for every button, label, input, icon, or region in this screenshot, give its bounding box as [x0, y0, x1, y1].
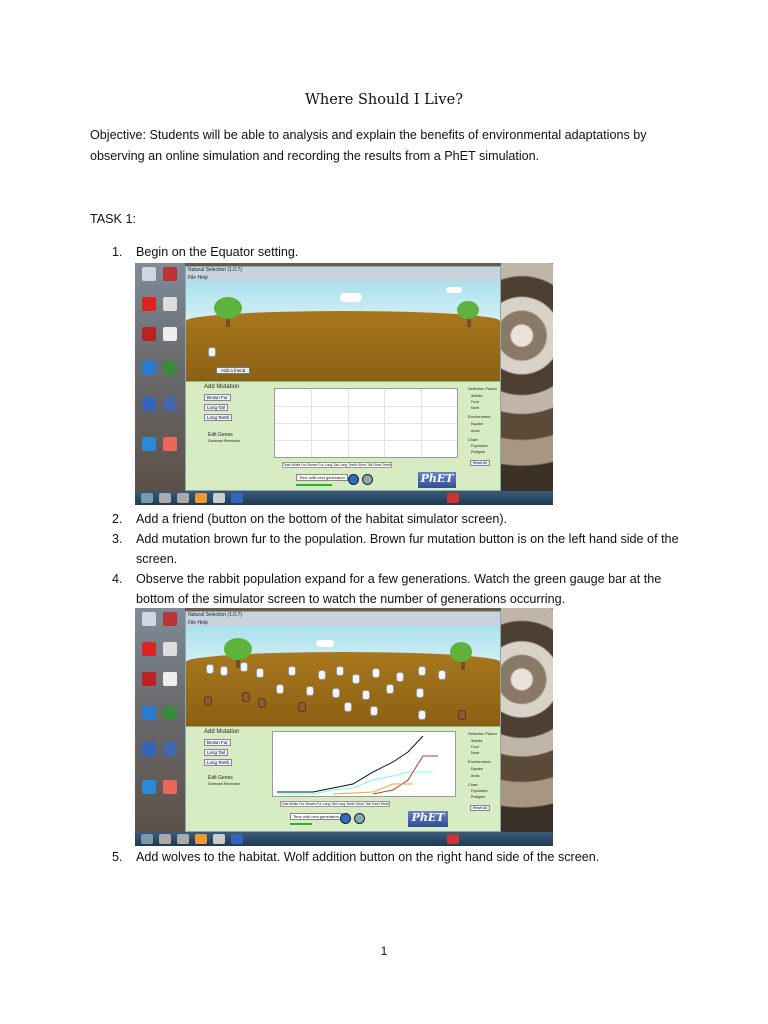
chart-pedigree[interactable]: Pedigree — [471, 795, 486, 799]
taskbar-item[interactable] — [213, 493, 225, 503]
app-icon — [163, 361, 177, 375]
chart-population[interactable]: Population — [471, 789, 488, 793]
browser-icon — [142, 397, 156, 411]
taskbar-item[interactable] — [195, 493, 207, 503]
grid-line — [275, 406, 457, 407]
tray-icon[interactable] — [447, 493, 459, 503]
step-button[interactable] — [362, 474, 373, 485]
long-teeth-button[interactable]: Long Teeth — [204, 414, 232, 421]
taskbar-item[interactable] — [231, 834, 243, 844]
edit-genes-label: Edit Genes — [208, 432, 233, 438]
rabbit — [220, 666, 228, 676]
population-lines — [273, 732, 455, 796]
add-mutation-label: Add Mutation — [204, 729, 240, 735]
environment-label: Environment — [468, 414, 491, 419]
taskbar-item[interactable] — [177, 834, 189, 844]
chart-pedigree[interactable]: Pedigree — [471, 450, 486, 454]
cloud — [316, 640, 334, 647]
tray-icon[interactable] — [447, 834, 459, 844]
recycle-bin-icon — [142, 267, 156, 281]
app-icon — [163, 706, 177, 720]
app-icon — [163, 267, 177, 281]
ground — [186, 652, 500, 726]
generation-gauge — [296, 484, 332, 486]
rabbit — [438, 670, 446, 680]
environment-label: Environment — [468, 759, 491, 764]
taskbar-item[interactable] — [159, 493, 171, 503]
task-heading: TASK 1: — [90, 212, 136, 226]
generation-timer-label: Time until next generation — [296, 474, 348, 481]
long-teeth-button[interactable]: Long Teeth — [204, 759, 232, 766]
simulation-window — [185, 611, 501, 832]
add-mutation-label: Add Mutation — [204, 384, 240, 390]
acrobat-icon — [142, 297, 156, 311]
environment-equator[interactable]: Equator — [471, 422, 484, 426]
firefox-icon — [163, 437, 177, 451]
app-icon — [142, 327, 156, 341]
simulation-screenshot-1 — [135, 263, 553, 505]
step-number: 2. — [112, 512, 123, 526]
step-button[interactable] — [354, 813, 365, 824]
desktop-icons — [135, 263, 185, 505]
word-icon — [163, 397, 177, 411]
app-icon — [142, 706, 156, 720]
step-text: Add a friend (button on the bottom of the habitat simulator screen). — [136, 512, 508, 526]
grid-line — [275, 423, 457, 424]
window-menu[interactable]: File Help — [188, 620, 208, 626]
selection-factor-label: Selection Factor — [468, 386, 497, 391]
rabbit — [276, 684, 284, 694]
control-panel — [186, 726, 500, 831]
generation-timer-label: Time until next generation — [290, 813, 342, 820]
simulation-window — [185, 266, 501, 491]
selection-wolves[interactable]: Wolves — [471, 394, 483, 398]
rabbit — [256, 668, 264, 678]
app-icon — [163, 612, 177, 626]
grid-line — [275, 440, 457, 441]
environment-arctic[interactable]: Arctic — [471, 774, 480, 778]
play-button[interactable] — [348, 474, 359, 485]
acrobat-icon — [142, 642, 156, 656]
app-icon — [163, 297, 177, 311]
step-text: Add wolves to the habitat. Wolf addition button on the right hand side of the screen. — [136, 850, 600, 864]
taskbar-item[interactable] — [195, 834, 207, 844]
brown-rabbit — [258, 698, 266, 708]
desktop-wallpaper — [501, 608, 553, 846]
rabbit — [352, 674, 360, 684]
reset-all-button[interactable]: Reset All — [470, 805, 490, 811]
rabbit — [206, 664, 214, 674]
browser-icon — [142, 742, 156, 756]
rabbit — [362, 690, 370, 700]
word-icon — [163, 742, 177, 756]
rabbit — [318, 670, 326, 680]
chart-population[interactable]: Population — [471, 444, 488, 448]
taskbar-item[interactable] — [177, 493, 189, 503]
reset-all-button[interactable]: Reset All — [470, 460, 490, 466]
selection-none[interactable]: None — [471, 751, 480, 755]
window-title: Natural Selection (1.0.7) — [188, 267, 242, 273]
rabbit — [386, 684, 394, 694]
rabbit — [416, 688, 424, 698]
habitat — [186, 281, 500, 381]
taskbar — [135, 491, 553, 505]
selection-none[interactable]: None — [471, 406, 480, 410]
app-icon — [163, 672, 177, 686]
firefox-icon — [163, 780, 177, 794]
population-chart — [272, 731, 456, 797]
step-text: Add mutation brown fur to the population. Brown fur mutation button is on the left hand side of the screen. — [136, 532, 679, 566]
rabbit — [344, 702, 352, 712]
generation-gauge — [290, 823, 312, 825]
long-tail-button[interactable]: Long Tail — [204, 404, 228, 411]
simulation-screenshot-2 — [135, 608, 553, 846]
chart-legend: Total White Fur Brown Fur Long Tail Long Teeth Short Tail Short Teeth — [281, 802, 390, 806]
chart-label: Chart — [468, 437, 478, 442]
tree — [457, 301, 479, 319]
rabbit — [332, 688, 340, 698]
gene-columns-label: Dominant Recessive — [208, 782, 241, 786]
brown-fur-button[interactable]: Brown Fur — [204, 739, 231, 746]
rabbit — [240, 662, 248, 672]
app-icon — [163, 642, 177, 656]
selection-factor-label: Selection Factor — [468, 731, 497, 736]
environment-equator[interactable]: Equator — [471, 767, 484, 771]
step-text: Observe the rabbit population expand for a few generations. Watch the green gauge bar at the bottom of the simulator screen to watch the number of generations occurring. — [136, 572, 662, 606]
desktop-wallpaper — [501, 263, 553, 505]
add-friend-button[interactable]: Add a friend — [216, 367, 250, 374]
rabbit — [372, 668, 380, 678]
rabbit — [306, 686, 314, 696]
play-button[interactable] — [340, 813, 351, 824]
page-number: 1 — [380, 944, 388, 958]
selection-food[interactable]: Food — [471, 745, 479, 749]
phet-logo: PhET — [408, 811, 448, 827]
app-icon — [163, 327, 177, 341]
rabbit — [288, 666, 296, 676]
tree — [214, 297, 242, 319]
objective-line-1: Objective: Students will be able to analysis and explain the benefits of environmental adaptations by — [90, 128, 647, 142]
taskbar-item[interactable] — [159, 834, 171, 844]
control-panel — [186, 381, 500, 490]
edit-genes-label: Edit Genes — [208, 775, 233, 781]
app-icon — [142, 361, 156, 375]
chart-legend: Total White Fur Brown Fur Long Tail Long Teeth Short Tail Short Teeth — [283, 463, 392, 467]
brown-rabbit — [242, 692, 250, 702]
rabbit — [418, 710, 426, 720]
objective-paragraph — [90, 125, 690, 167]
taskbar-item[interactable] — [231, 493, 243, 503]
window-menu[interactable]: File Help — [188, 275, 208, 281]
habitat — [186, 626, 500, 726]
recycle-bin-icon — [142, 612, 156, 626]
brown-rabbit — [298, 702, 306, 712]
population-chart — [274, 388, 458, 458]
step-number: 5. — [112, 850, 123, 864]
tree — [224, 638, 252, 660]
objective-line-2: observing an online simulation and recording the results from a PhET simulation. — [90, 149, 540, 163]
tree — [450, 642, 472, 662]
step-number: 3. — [112, 532, 123, 546]
chart-label: Chart — [468, 782, 478, 787]
step-number: 1. — [112, 245, 123, 259]
document-title: Where Should I Live? — [305, 92, 463, 108]
desktop-icons — [135, 608, 185, 846]
rabbit — [418, 666, 426, 676]
brown-rabbit — [458, 710, 466, 720]
phet-logo: PhET — [418, 472, 456, 488]
gene-columns-label: Dominant Recessive — [208, 439, 241, 443]
skype-icon — [142, 780, 156, 794]
step-number: 4. — [112, 572, 123, 586]
start-button[interactable] — [141, 834, 153, 844]
start-button[interactable] — [141, 493, 153, 503]
step-text: Begin on the Equator setting. — [136, 245, 299, 259]
rabbit — [370, 706, 378, 716]
rabbit — [336, 666, 344, 676]
cloud — [340, 293, 362, 302]
skype-icon — [142, 437, 156, 451]
taskbar — [135, 832, 553, 846]
selection-food[interactable]: Food — [471, 400, 479, 404]
rabbit — [396, 672, 404, 682]
taskbar-item[interactable] — [213, 834, 225, 844]
cloud — [446, 287, 462, 293]
selection-wolves[interactable]: Wolves — [471, 739, 483, 743]
brown-rabbit — [204, 696, 212, 706]
app-icon — [142, 672, 156, 686]
brown-fur-button[interactable]: Brown Fur — [204, 394, 231, 401]
long-tail-button[interactable]: Long Tail — [204, 749, 228, 756]
rabbit — [208, 347, 216, 357]
window-title: Natural Selection (1.0.7) — [188, 612, 242, 618]
environment-arctic[interactable]: Arctic — [471, 429, 480, 433]
